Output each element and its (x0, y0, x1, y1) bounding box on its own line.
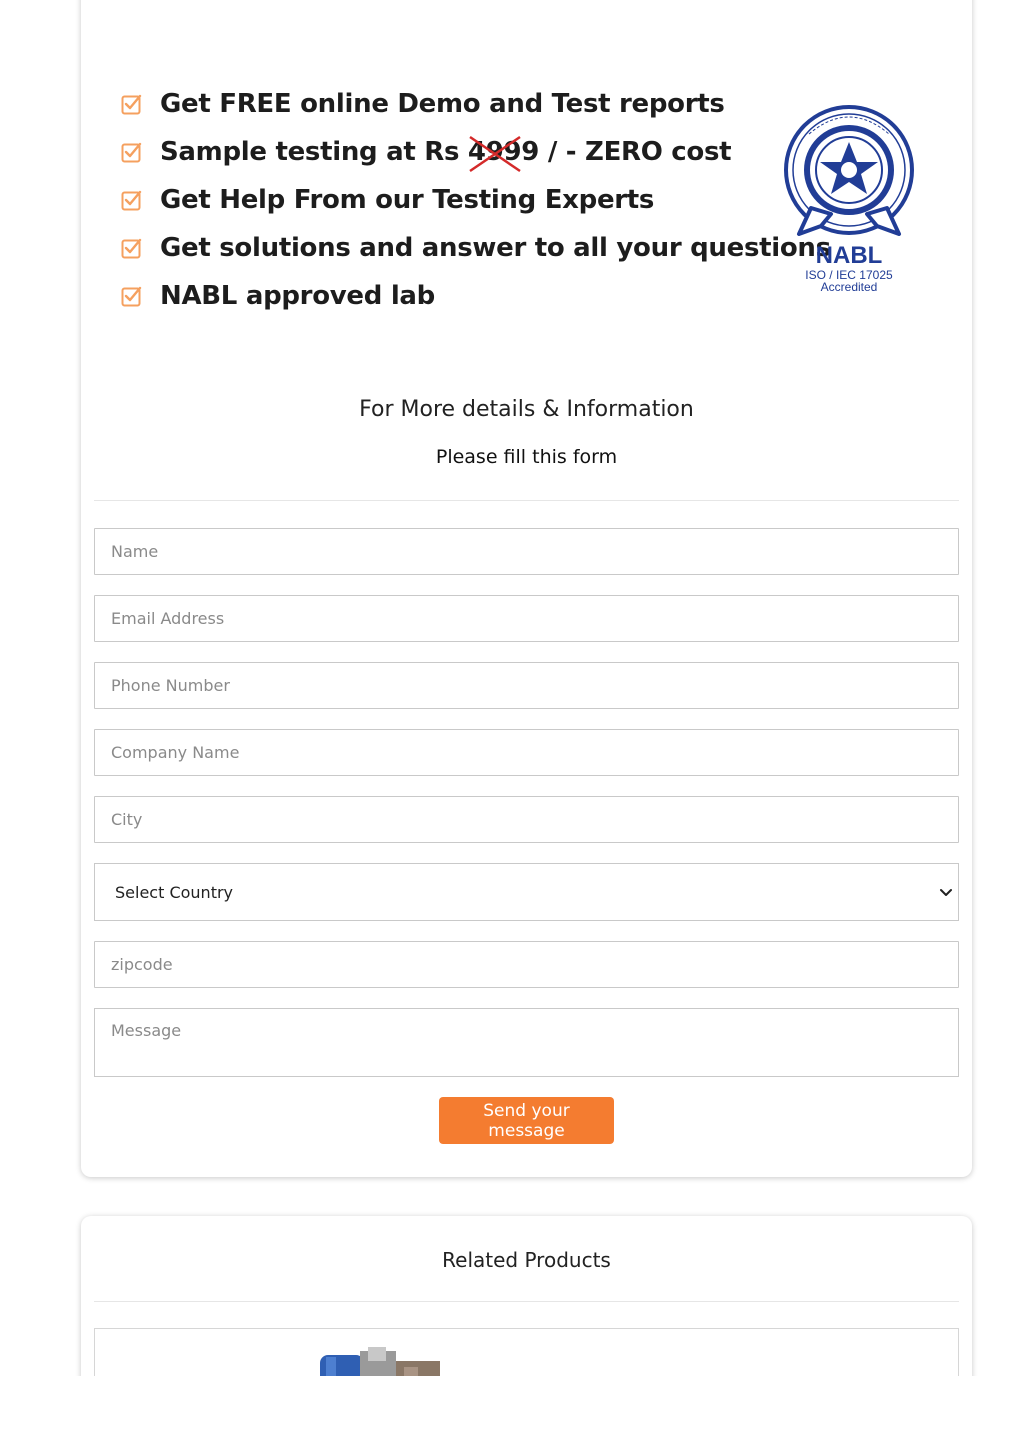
benefit-text: Get Help From our Testing Experts (160, 185, 655, 215)
check-square-icon (121, 237, 143, 259)
nabl-seal-icon (781, 104, 917, 244)
check-square-icon (121, 93, 143, 115)
nabl-logo-accredited: Accredited (820, 280, 878, 294)
name-field[interactable] (94, 528, 959, 575)
related-divider (94, 1301, 959, 1302)
strike-cross-icon (462, 131, 528, 177)
benefit-item (121, 80, 831, 128)
check-square-icon (121, 285, 143, 307)
company-field[interactable] (94, 729, 959, 776)
struck-price (468, 137, 539, 167)
related-product-item[interactable] (94, 1328, 959, 1376)
benefit-text: Get FREE online Demo and Test reports (160, 89, 725, 119)
city-field[interactable] (94, 796, 959, 843)
benefits-list (121, 80, 831, 320)
message-field[interactable] (94, 1008, 959, 1077)
email-field[interactable] (94, 595, 959, 642)
check-square-icon (121, 189, 143, 211)
benefit-text: Get solutions and answer to all your questions (160, 233, 831, 263)
enquiry-card (81, 0, 972, 1177)
benefit-text-before: Sample testing at Rs (160, 137, 468, 167)
benefit-item (121, 224, 831, 272)
benefit-text-after: / - ZERO cost (539, 137, 732, 167)
nabl-logo-name: NABL (815, 242, 883, 269)
product-thumbnail-image (320, 1347, 440, 1376)
form-heading: For More details & Information (359, 397, 694, 422)
country-select[interactable] (94, 863, 959, 921)
check-square-icon (121, 141, 143, 163)
benefit-item (121, 176, 831, 224)
zipcode-field[interactable] (94, 941, 959, 988)
related-products-card (81, 1216, 972, 1376)
benefit-text (160, 137, 731, 167)
nabl-logo (781, 104, 917, 304)
country-select-value: Select Country (115, 882, 234, 902)
chevron-down-icon (938, 884, 954, 900)
benefit-item (121, 272, 831, 320)
related-products-title: Related Products (442, 1248, 611, 1272)
nabl-logo-iso: ISO / IEC 17025 (805, 268, 893, 282)
phone-field[interactable] (94, 662, 959, 709)
form-divider (94, 500, 959, 501)
form-subheading: Please fill this form (435, 446, 618, 468)
struck-price-value: 4999 (467, 137, 540, 167)
benefit-item (121, 128, 831, 176)
send-message-button[interactable]: Send your message (439, 1097, 614, 1144)
benefit-text: NABL approved lab (160, 281, 435, 311)
